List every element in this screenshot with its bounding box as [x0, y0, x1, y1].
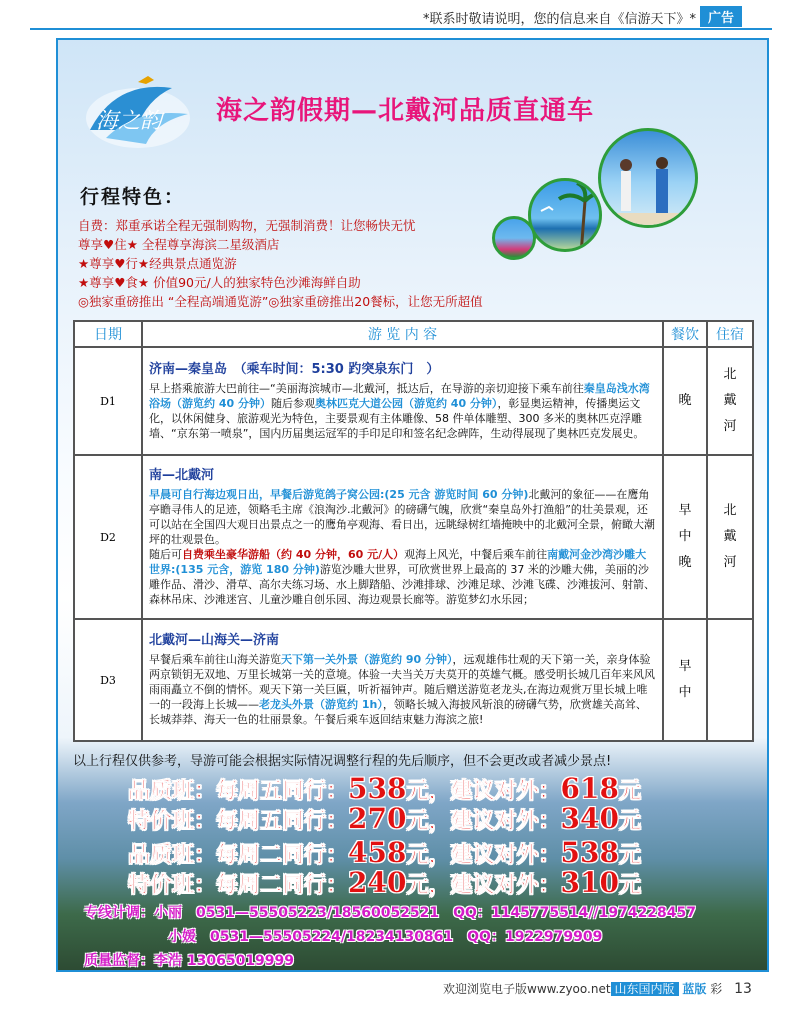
meal-cell: 早 中 晚	[663, 455, 707, 619]
itinerary-table	[73, 320, 754, 742]
day-title: 南—北戴河	[149, 467, 215, 483]
day-title: 北戴河—山海关—济南	[149, 633, 280, 648]
day-description: 早餐后乘车前往山海关游览天下第一关外景（游览约 90 分钟），远观雄伟壮观的天下第一关，亲身体验两京锁钥无双地、万里长城第一关的意境。体验一夫当关万夫莫开的英雄气概。感受明长城几百年来风风雨雨矗立不倒的情怀。观天下第一关巨匾，听祈福钟声。随后赠送游览老龙头,在海边观赏万里长城上唯一的一段海上长城——老龙头外景（游览约 1h），领略长城入海披风斩浪的磅礴气势，欣赏雄关高耸、长城莽莽、海天一色的壮丽景象。午餐后乘车返回结束魅力海滨之旅!	[149, 653, 655, 726]
price-line: 特价班：每周二同行：240元，建议对外：310元	[128, 866, 641, 899]
table-row	[74, 347, 753, 455]
feature-line: 尊享♥住★ 全程尊享海滨二星级酒店	[78, 237, 280, 252]
table-header-row	[74, 321, 753, 347]
day-description: 早晨可自行海边观日出，早餐后游览鸽子窝公园:(25 元含 游览时间 60 分钟)北戴河的象征——在鹰角亭瞻寻伟人的足迹，领略毛主席《浪淘沙.北戴河》的磅礴气魄，欣赏“秦皇岛外打渔船”的壮美景观，还可以站在全国四大观日出景点之一的鹰角亭观海、看日出，远眺绿树红墙掩映中的北戴河全景，俯瞰大潮坪的壮观景色。 随后可自费乘坐豪华游船（约 40 分钟，60 元/人）观海上风光，中餐后乘车前往南戴河金沙湾沙雕大世界:(135 元含，游览 180 分钟)游览沙雕大世界，可欣赏世界上最高的 37 米的沙雕大佛，美丽的沙雕作品、滑沙、滑草、高尔夫练习场、水上脚踏船、沙滩排球、沙滩足球、沙滩飞碟、沙滩拔河、射箭、森林吊床、沙滩迷宫、儿童沙雕自创乐园、海边观景长廊等。游览梦幻水乐园；	[149, 487, 655, 606]
top-divider	[30, 28, 772, 30]
disclaimer: 以上行程仅供参考，导游可能会根据实际情况调整行程的先后顺序，但不会更改或者减少景点!	[73, 754, 612, 769]
content-cell	[142, 455, 663, 619]
content-cell	[142, 347, 663, 455]
headline: 海之韵假期—北戴河品质直通车	[216, 96, 595, 126]
top-note	[0, 6, 800, 28]
page-number: 13	[734, 981, 752, 997]
source-note: *联系时敬请说明，您的信息来自《信游天下》*	[422, 12, 696, 27]
meal-cell: 早 中	[663, 619, 707, 741]
footer-edition-tag: 山东国内版	[611, 982, 679, 996]
footer-site: 欢迎浏览电子版www.zyoo.net	[443, 982, 611, 996]
day-cell: D3	[74, 619, 142, 741]
ad-label: 广告	[700, 6, 742, 27]
footer-edition: 蓝版	[682, 982, 707, 996]
logo-text: 海之韵	[96, 109, 163, 134]
feature-line: 自费：郑重承诺全程无强制购物，无强制消费！让您畅快无忧	[78, 218, 416, 233]
hotel-cell: 北 戴 河	[707, 455, 753, 619]
features-title: 行程特色：	[80, 186, 186, 208]
header-date: 日期	[74, 321, 142, 347]
hotel-cell: 北 戴 河	[707, 347, 753, 455]
day-cell: D1	[74, 347, 142, 455]
ad-panel	[56, 38, 769, 972]
logo-icon	[76, 60, 206, 160]
table-row	[74, 455, 753, 619]
meal-cell: 晚	[663, 347, 707, 455]
flower-coast-photo	[492, 216, 536, 260]
day-description: 早上搭乘旅游大巴前往—“美丽海滨城市—北戴河，抵达后，在导游的亲切迎接下乘车前往秦皇岛浅水湾浴场（游览约 40 分钟）随后参观奥林匹克大道公园（游览约 40 分钟），彰显奥运精神，传播奥运文化，以休闲健身、旅游观光为特色，主要景观有主体雕像、58 件单体雕塑、300 多米的奥林匹克浮雕墙、“京东第一喷泉”，国内历届奥运冠军的手印足印和签名纪念碑阵，生动得展现了奥林匹克发展史。	[149, 381, 650, 440]
day-title: 济南—秦皇岛 （乘车时间：5:30 趵突泉东门 ）	[149, 361, 440, 377]
beach-couple-photo	[598, 128, 698, 228]
day-cell: D2	[74, 455, 142, 619]
content-cell	[142, 619, 663, 741]
header-meal: 餐饮	[663, 321, 707, 347]
price-line: 品质班：每周二同行：458元，建议对外：538元	[128, 836, 641, 869]
hotel-cell	[707, 619, 753, 741]
contact-line: 专线计调：小丽 0531—55505223/18560052521 QQ：1145775514//1974228457	[84, 905, 697, 921]
feature-line: ★尊享♥食★ 价值90元/人的独家特色沙滩海鲜自助	[78, 275, 361, 290]
feature-line: ★尊享♥行★经典景点通览游	[78, 256, 237, 271]
table-row	[74, 619, 753, 741]
features-list	[78, 216, 483, 311]
header-hotel: 住宿	[707, 321, 753, 347]
price-line: 品质班：每周五同行：538元，建议对外：618元	[128, 772, 641, 805]
palm-sea-photo	[528, 178, 602, 252]
footer	[443, 980, 752, 997]
price-line: 特价班：每周五同行：270元，建议对外：340元	[128, 802, 641, 835]
feature-line: ◎独家重磅推出 “全程高端通览游”◎独家重磅推出20餐标，让您无所超值	[78, 294, 483, 309]
contact-line: 小媛 0531—55505224/18234130861 QQ：1922979909	[168, 929, 603, 945]
footer-color: 彩	[710, 982, 723, 996]
contact-line: 质量监督：李浩 13065019999	[84, 953, 295, 969]
header-content: 游 览 内 容	[142, 321, 663, 347]
